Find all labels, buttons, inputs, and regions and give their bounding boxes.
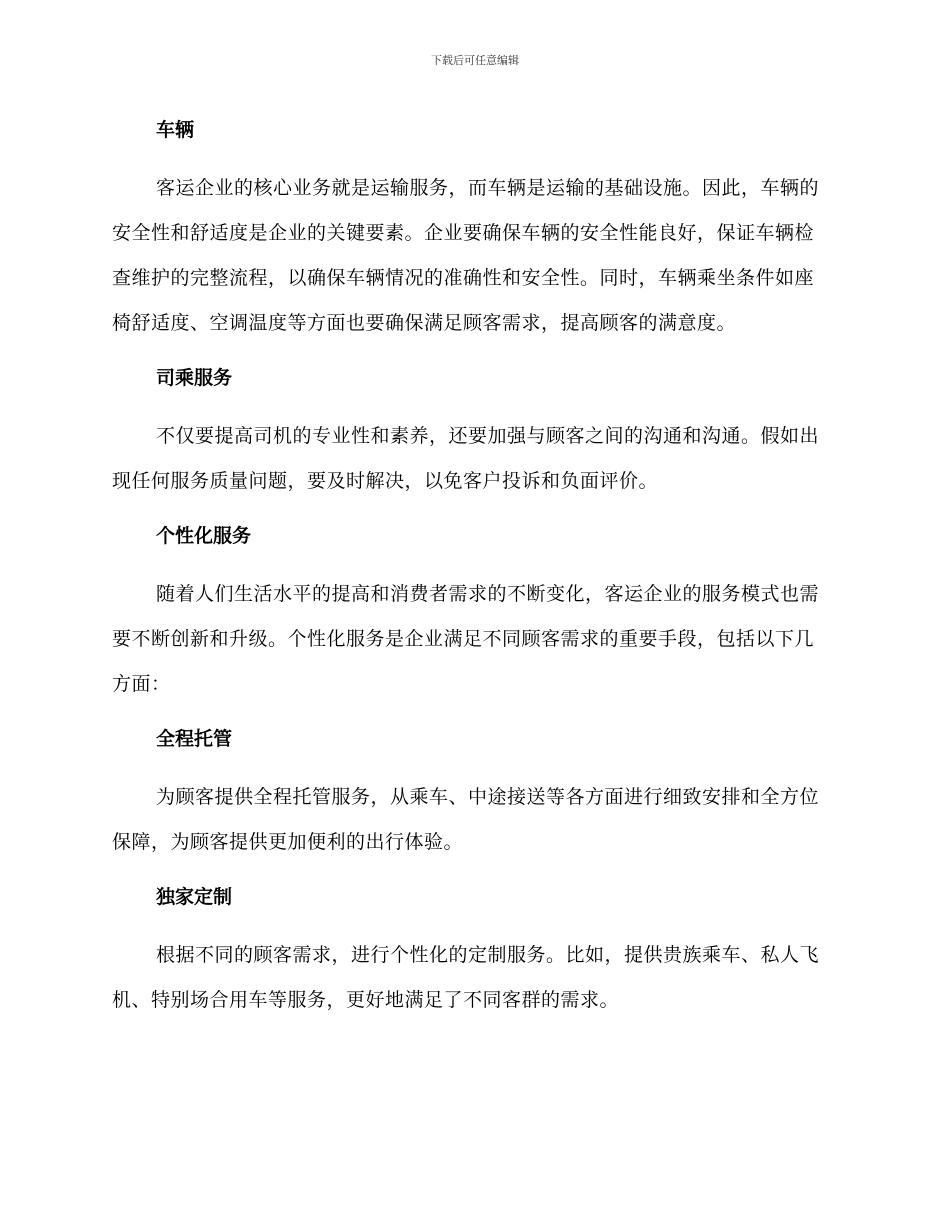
section-heading: 全程托管 (156, 728, 233, 750)
section-paragraph: 不仅要提高司机的专业性和素养，还要加强与顾客之间的沟通和沟通。假如出现任何服务质量问题，要及时解决，以免客户投诉和负面评价。 (112, 425, 820, 492)
section-full-custody (112, 719, 832, 865)
section-paragraph: 随着人们生活水平的提高和消费者需求的不断变化，客运企业的服务模式也需要不断创新和升级。个性化服务是企业满足不同顾客需求的重要手段，包括以下几方面： (112, 583, 820, 695)
section-vehicle (112, 110, 832, 346)
section-personalized-service (112, 516, 832, 707)
section-paragraph: 客运企业的核心业务就是运输服务，而车辆是运输的基础设施。因此，车辆的安全性和舒适度是企业的关键要素。企业要确保车辆的安全性能良好，保证车辆检查维护的完整流程，以确保车辆情况的准确性和安全性。同时，车辆乘坐条件如座椅舒适度、空调温度等方面也要确保满足顾客需求，提高顾客的满意度。 (112, 177, 820, 334)
section-paragraph: 为顾客提供全程托管服务，从乘车、中途接送等各方面进行细致安排和全方位保障，为顾客提供更加便利的出行体验。 (112, 786, 820, 853)
section-heading: 车辆 (156, 119, 195, 141)
section-heading: 司乘服务 (156, 367, 233, 389)
section-exclusive-custom (112, 877, 832, 1023)
section-paragraph: 根据不同的顾客需求，进行个性化的定制服务。比如，提供贵族乘车、私人飞机、特别场合用车等服务，更好地满足了不同客群的需求。 (112, 944, 820, 1011)
section-driver-service (112, 358, 832, 504)
section-heading: 独家定制 (156, 886, 233, 908)
document-body (112, 110, 832, 1035)
section-heading: 个性化服务 (156, 525, 252, 547)
page-header: 下载后可任意编辑 (431, 54, 519, 67)
